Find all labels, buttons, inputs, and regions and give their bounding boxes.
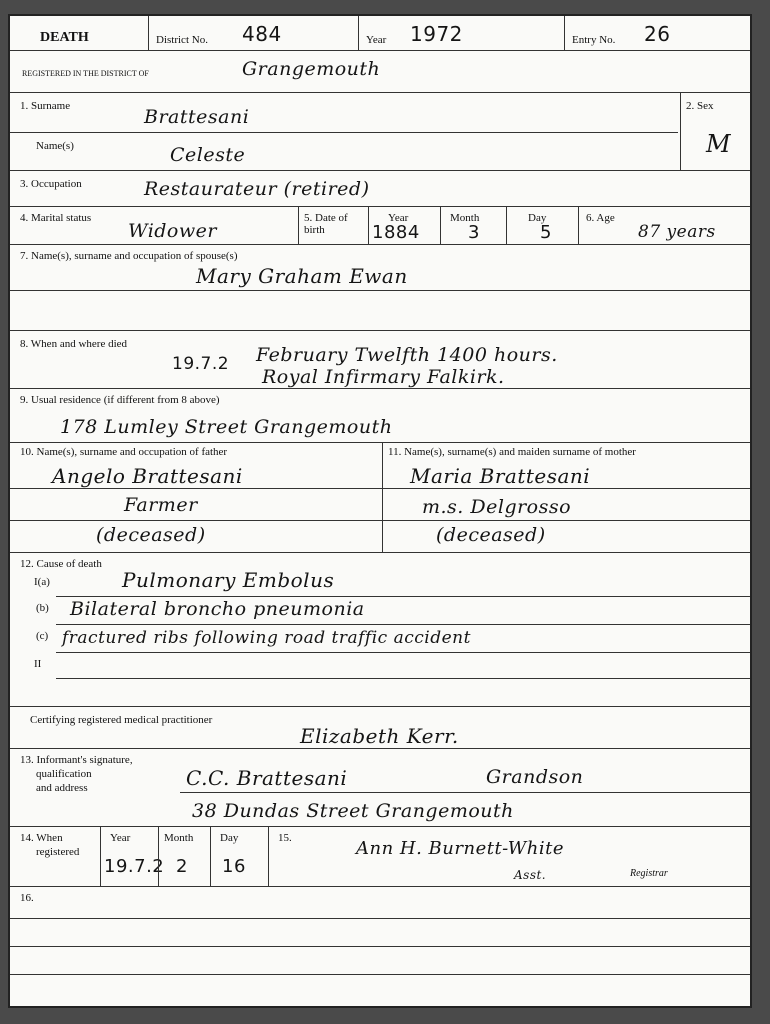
dob-day-label: Day xyxy=(528,212,547,224)
registered-district-label: REGISTERED IN THE DISTRICT OF xyxy=(22,69,149,78)
district-label: District No. xyxy=(156,34,208,46)
registrar-asst: Asst. xyxy=(514,868,547,882)
cause-ic-label: (c) xyxy=(36,630,49,642)
registered-label-2: registered xyxy=(36,846,80,858)
rule xyxy=(56,596,750,597)
form-title: DEATH xyxy=(40,30,89,45)
father-status: (deceased) xyxy=(96,524,206,546)
died-year: 19.7.2 xyxy=(172,354,230,374)
reg-day-label: Day xyxy=(220,832,239,844)
rule xyxy=(10,50,750,51)
names-label: Name(s) xyxy=(36,140,74,152)
certifying-value: Elizabeth Kerr. xyxy=(300,724,459,748)
divider xyxy=(564,16,565,50)
names-value: Celeste xyxy=(170,144,246,166)
rule xyxy=(10,132,678,133)
father-name: Angelo Brattesani xyxy=(52,464,243,488)
rule xyxy=(10,918,750,919)
divider xyxy=(368,206,369,244)
rule xyxy=(10,330,750,331)
dob-day-value: 5 xyxy=(540,222,552,243)
rule xyxy=(10,388,750,389)
rule xyxy=(10,886,750,887)
rule xyxy=(10,488,750,489)
rule xyxy=(10,520,750,521)
father-label: 10. Name(s), surname and occupation of father xyxy=(20,446,228,458)
registrar-label: Registrar xyxy=(630,868,668,879)
divider xyxy=(268,826,269,886)
occupation-value: Restaurateur (retired) xyxy=(144,178,370,200)
age-label: 6. Age xyxy=(586,212,615,224)
reg-year-value: 19.7.2 xyxy=(104,856,165,877)
divider xyxy=(440,206,441,244)
rule xyxy=(180,792,750,793)
rule xyxy=(10,552,750,553)
year-label: Year xyxy=(366,34,387,46)
divider xyxy=(506,206,507,244)
rule xyxy=(10,748,750,749)
dob-year-label: Year xyxy=(388,212,409,224)
entry-value: 26 xyxy=(644,22,671,46)
cause-ii-label: II xyxy=(34,658,42,670)
mother-label: 11. Name(s), surname(s) and maiden surname of mother xyxy=(388,446,636,458)
informant-address: 38 Dundas Street Grangemouth xyxy=(192,800,514,822)
marital-value: Widower xyxy=(128,220,217,242)
residence-label: 9. Usual residence (if different from 8 above) xyxy=(20,394,220,406)
dob-month-label: Month xyxy=(450,212,480,224)
divider xyxy=(578,206,579,244)
remarks-label: 16. xyxy=(20,892,34,904)
rule xyxy=(56,652,750,653)
rule xyxy=(10,826,750,827)
cause-ia-label: I(a) xyxy=(34,576,50,588)
rule xyxy=(56,678,750,679)
rule xyxy=(10,706,750,707)
rule xyxy=(10,206,750,207)
informant-label-3: and address xyxy=(36,782,88,794)
registrar-signature: Ann H. Burnett-White xyxy=(356,838,565,859)
mother-maiden: m.s. Delgrosso xyxy=(422,496,572,518)
informant-label-2: qualification xyxy=(36,768,92,780)
rule xyxy=(10,442,750,443)
registered-district-value: Grangemouth xyxy=(242,58,381,80)
cause-ib-value: Bilateral broncho pneumonia xyxy=(70,598,365,620)
rule xyxy=(10,92,750,93)
died-label: 8. When and where died xyxy=(20,338,128,350)
rule xyxy=(10,244,750,245)
divider xyxy=(100,826,101,886)
spouse-value: Mary Graham Ewan xyxy=(196,264,408,288)
cause-label: 12. Cause of death xyxy=(20,558,102,570)
district-value: 484 xyxy=(242,22,282,46)
rule xyxy=(10,170,750,171)
cause-ib-label: (b) xyxy=(36,602,49,614)
died-date: February Twelfth 1400 hours. xyxy=(256,344,558,366)
marital-label: 4. Marital status xyxy=(20,212,92,224)
spouse-label: 7. Name(s), surname and occupation of spouse(s) xyxy=(20,250,238,262)
father-occupation: Farmer xyxy=(124,494,198,516)
year-value: 1972 xyxy=(410,22,463,46)
mother-name: Maria Brattesani xyxy=(410,464,591,488)
surname-value: Brattesani xyxy=(144,106,250,128)
rule xyxy=(10,290,750,291)
informant-signature: C.C. Brattesani xyxy=(186,766,348,790)
died-place: Royal Infirmary Falkirk. xyxy=(262,366,505,388)
cause-ic-value: fractured ribs following road traffic accident xyxy=(62,628,471,648)
sex-value: M xyxy=(706,130,732,158)
informant-label-1: 13. Informant's signature, xyxy=(20,754,133,766)
registrar-number-label: 15. xyxy=(278,832,292,844)
reg-year-label: Year xyxy=(110,832,131,844)
residence-value: 178 Lumley Street Grangemouth xyxy=(60,416,393,438)
death-certificate xyxy=(8,14,752,1008)
occupation-label: 3. Occupation xyxy=(20,178,82,190)
cause-ia-value: Pulmonary Embolus xyxy=(122,568,335,592)
divider xyxy=(382,442,383,552)
dob-label: 5. Date of birth xyxy=(304,212,348,236)
divider xyxy=(680,92,681,170)
rule xyxy=(56,624,750,625)
reg-month-value: 2 xyxy=(176,856,188,877)
divider xyxy=(358,16,359,50)
divider xyxy=(210,826,211,886)
divider xyxy=(158,826,159,886)
dob-month-value: 3 xyxy=(468,222,480,243)
divider xyxy=(298,206,299,244)
dob-year-value: 1884 xyxy=(372,222,420,243)
reg-month-label: Month xyxy=(164,832,194,844)
rule xyxy=(10,946,750,947)
surname-label: 1. Surname xyxy=(20,100,71,112)
reg-day-value: 16 xyxy=(222,856,246,877)
informant-qualification: Grandson xyxy=(486,766,584,788)
mother-status: (deceased) xyxy=(436,524,546,546)
rule xyxy=(10,974,750,975)
divider xyxy=(148,16,149,50)
age-value: 87 years xyxy=(638,222,716,242)
entry-label: Entry No. xyxy=(572,34,616,46)
certifying-label: Certifying registered medical practitioner xyxy=(30,714,213,726)
registered-label-1: 14. When xyxy=(20,832,63,844)
sex-label: 2. Sex xyxy=(686,100,714,112)
